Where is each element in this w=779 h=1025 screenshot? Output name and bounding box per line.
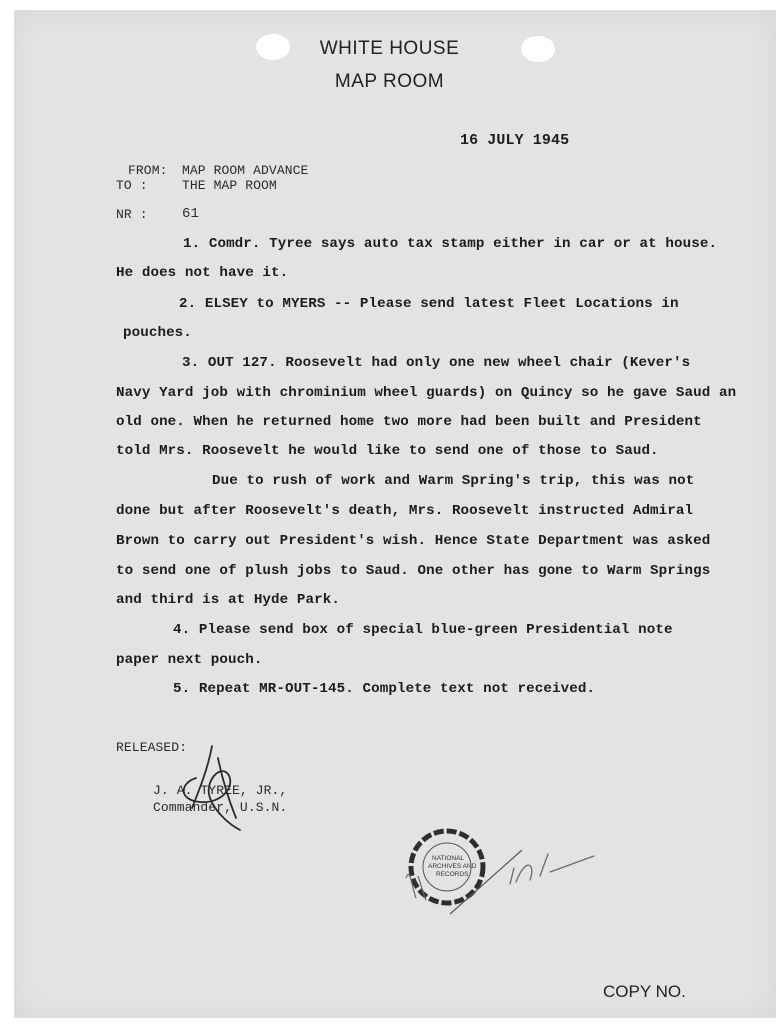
to-value: THE MAP ROOM (182, 178, 277, 193)
copy-number-label: COPY NO. (603, 982, 686, 1001)
nr-value: 61 (182, 206, 200, 222)
library-stamp (398, 826, 598, 946)
released-label: RELEASED: (116, 740, 188, 755)
body-line: 3. OUT 127. Roosevelt had only one new wheel chair (Kever's (182, 355, 691, 371)
body-line: Brown to carry out President's wish. Hence State Department was asked (116, 533, 711, 549)
body-line: He does not have it. (116, 265, 289, 281)
svg-text:NATIONAL: NATIONAL (432, 855, 465, 862)
body-line: 4. Please send box of special blue-green Presidential note (173, 622, 673, 638)
body-line: Navy Yard job with chrominium wheel guards) on Quincy so he gave Saud an (116, 385, 737, 401)
body-line: 1. Comdr. Tyree says auto tax stamp either in car or at house. (183, 236, 718, 252)
from-value: MAP ROOM ADVANCE (182, 163, 309, 178)
body-line: done but after Roosevelt's death, Mrs. Roosevelt instructed Admiral (116, 503, 694, 519)
to-label: TO : (116, 178, 148, 193)
body-line: old one. When he returned home two more had been built and President (116, 414, 702, 430)
body-line: told Mrs. Roosevelt he would like to send one of those to Saud. (116, 443, 659, 459)
svg-text:RECORDS: RECORDS (436, 871, 469, 878)
from-label: FROM: (128, 163, 168, 178)
letterhead-line-2: MAP ROOM (334, 71, 445, 92)
body-line: 2. ELSEY to MYERS -- Please send latest Fleet Locations in (179, 296, 679, 312)
nr-label: NR : (116, 207, 148, 222)
released-title: Commander, U.S.N. (153, 800, 288, 815)
body-line: pouches. (123, 325, 192, 341)
letterhead-line-1: WHITE HOUSE (319, 38, 460, 59)
released-name: J. A. TYREE, JR., (153, 783, 288, 798)
handwritten-signature (170, 738, 260, 838)
svg-text:ARCHIVES AND: ARCHIVES AND (428, 863, 477, 870)
body-line: 5. Repeat MR-OUT-145. Complete text not received. (173, 681, 596, 697)
document-date: 16 JULY 1945 (460, 132, 570, 149)
body-line: paper next pouch. (116, 652, 263, 668)
body-line: to send one of plush jobs to Saud. One other has gone to Warm Springs (116, 563, 711, 579)
body-line: Due to rush of work and Warm Spring's trip, this was not (212, 473, 695, 489)
body-line: and third is at Hyde Park. (116, 592, 340, 608)
